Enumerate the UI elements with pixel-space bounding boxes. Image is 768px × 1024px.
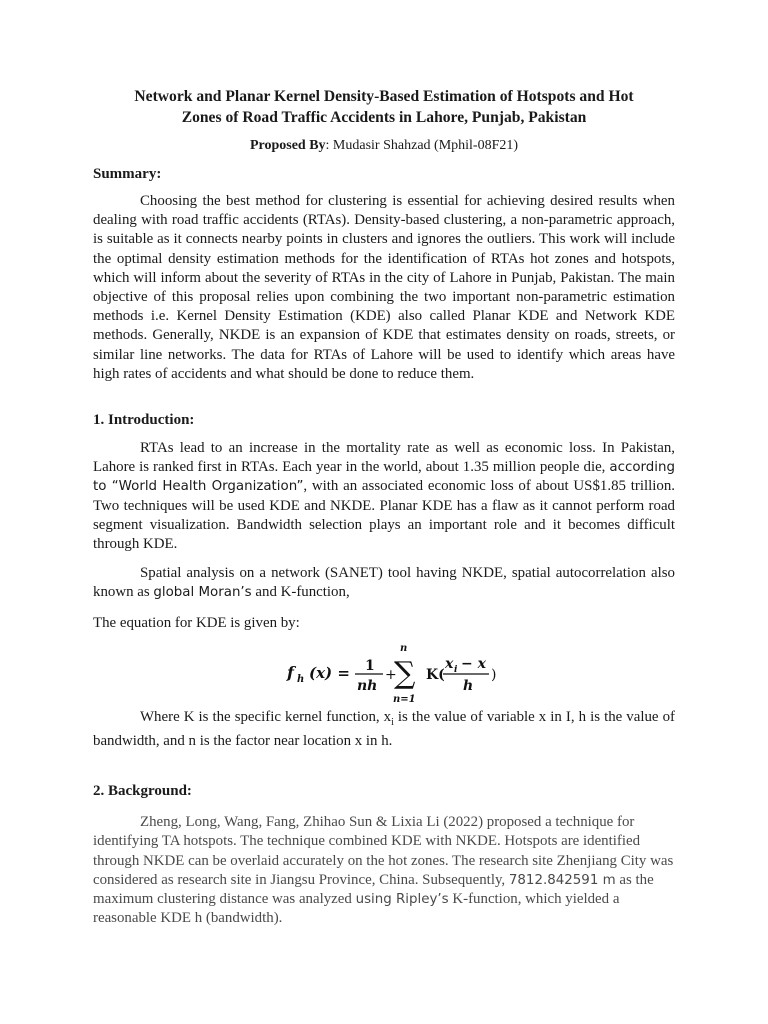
summary-paragraph: Choosing the best method for clustering is essential for achieving desired results when dealing with road traffic accidents (RTAs). Density-based clustering, a non-parametric approach, is suitable as it connects nearby points in clusters and ignores the outliers. This work will include the optimal density estimation methods for the identification of RTAs hot zones and hotspots, which will inform about the severity of RTAs in the city of Lahore in Punjab, Pakistan. The main objective of this proposal relies upon combining the two important non-parametric estimation methods i.e. Kernel Density Estimation (KDE) also called Planar KDE and Network KDE methods. Generally, NKDE is an expansion of KDE that estimates density on roads, streets, or similar line networks. The data for RTAs of Lahore will be used to identify which areas have high rates of accidents and what should be done to reduce them. xyxy=(93,193,675,382)
intro-p1-part-a: RTAs lead to an increase in the mortality rate as well as economic loss. In Pakistan, Lahore is ranked first in RTAs. Each year in the world, about 1.35 million people die, xyxy=(93,440,675,476)
introduction-heading: 1. Introduction: xyxy=(93,412,195,429)
bg-ripley: using Ripley’s xyxy=(355,892,449,908)
eq-frac-denominator: nh xyxy=(357,677,378,694)
bg-part-c: as the maximum clustering distance was analyzed xyxy=(93,871,654,908)
author-line xyxy=(93,137,675,155)
intro-p1-citation: according to “World Health Organization” xyxy=(93,460,675,495)
eq-kfrac-subscript: i xyxy=(454,664,458,675)
eq-sum-symbol: ∑ xyxy=(394,655,416,691)
introduction-paragraph-2 xyxy=(93,564,675,602)
kde-equation-svg xyxy=(283,639,583,709)
eq-kfrac-denominator: h xyxy=(463,677,474,694)
bg-part-e: K-function, which yielded a reasonable KDE h (bandwidth). xyxy=(93,891,620,927)
where-subscript: i xyxy=(391,716,394,728)
bg-distance: 7812.842591 m xyxy=(508,872,616,888)
bg-part-a: Zheng, Long, Wang, Fang, Zhihao Sun & Lixia Li (2022) proposed a technique for identifying TA hotspots. The technique combined KDE with NKDE. Hotspots are identified through NKDE can be overlaid accurately on the hot zones. The research site Zhenjiang City was considered as research site in Jiangsu Province, China. Subsequently, xyxy=(93,814,674,888)
eq-frac-numerator: 1 xyxy=(365,657,375,674)
eq-sum-lower: n=1 xyxy=(393,693,416,705)
where-part-b: is the value of variable x in I, h is the value of bandwidth, and n is the factor near location x in h. xyxy=(93,708,675,750)
eq-plus: + xyxy=(385,666,397,683)
eq-close-paren: ) xyxy=(491,666,497,683)
eq-f: f xyxy=(287,662,294,682)
document-title xyxy=(93,86,675,128)
introduction-paragraph-1 xyxy=(93,439,675,554)
intro-p2-part-a: Spatial analysis on a network (SANET) tool having NKDE, spatial autocorrelation also known as xyxy=(93,565,675,601)
eq-kernel: K( xyxy=(426,666,445,683)
eq-lhs-arg: (x) = xyxy=(309,663,350,682)
author-name: : Mudasir Shahzad (Mphil-08F21) xyxy=(325,138,519,153)
where-part-a: Where K is the specific kernel function, x xyxy=(140,708,392,725)
eq-kfrac-x: x xyxy=(445,655,454,672)
title-line-2: Zones of Road Traffic Accidents in Lahore, Punjab, Pakistan xyxy=(181,109,587,126)
background-paragraph xyxy=(93,813,675,928)
eq-f-subscript: h xyxy=(297,673,305,685)
background-heading: 2. Background: xyxy=(93,783,192,800)
eq-sum-upper: n xyxy=(400,642,408,654)
equation-label: The equation for KDE is given by: xyxy=(93,614,300,631)
proposed-by-label: Proposed By xyxy=(249,138,326,153)
summary-heading: Summary: xyxy=(93,166,162,182)
title-line-1: Network and Planar Kernel Density-Based Estimation of Hotspots and Hot xyxy=(134,88,634,105)
kde-equation xyxy=(93,642,675,705)
eq-kfrac-rest: − x xyxy=(461,655,486,672)
intro-p2-morans: global Moran’s xyxy=(153,585,252,601)
equation-explanation xyxy=(93,708,675,751)
intro-p2-part-c: and K-function, xyxy=(251,584,350,601)
intro-p1-part-c: , with an associated economic loss of about US$1.85 trillion. Two techniques will be used KDE and NKDE. Planar KDE has a flaw as it cannot perform road segment visualization. Bandwidth selection plays an important role and it becomes difficult through KDE. xyxy=(93,478,675,553)
